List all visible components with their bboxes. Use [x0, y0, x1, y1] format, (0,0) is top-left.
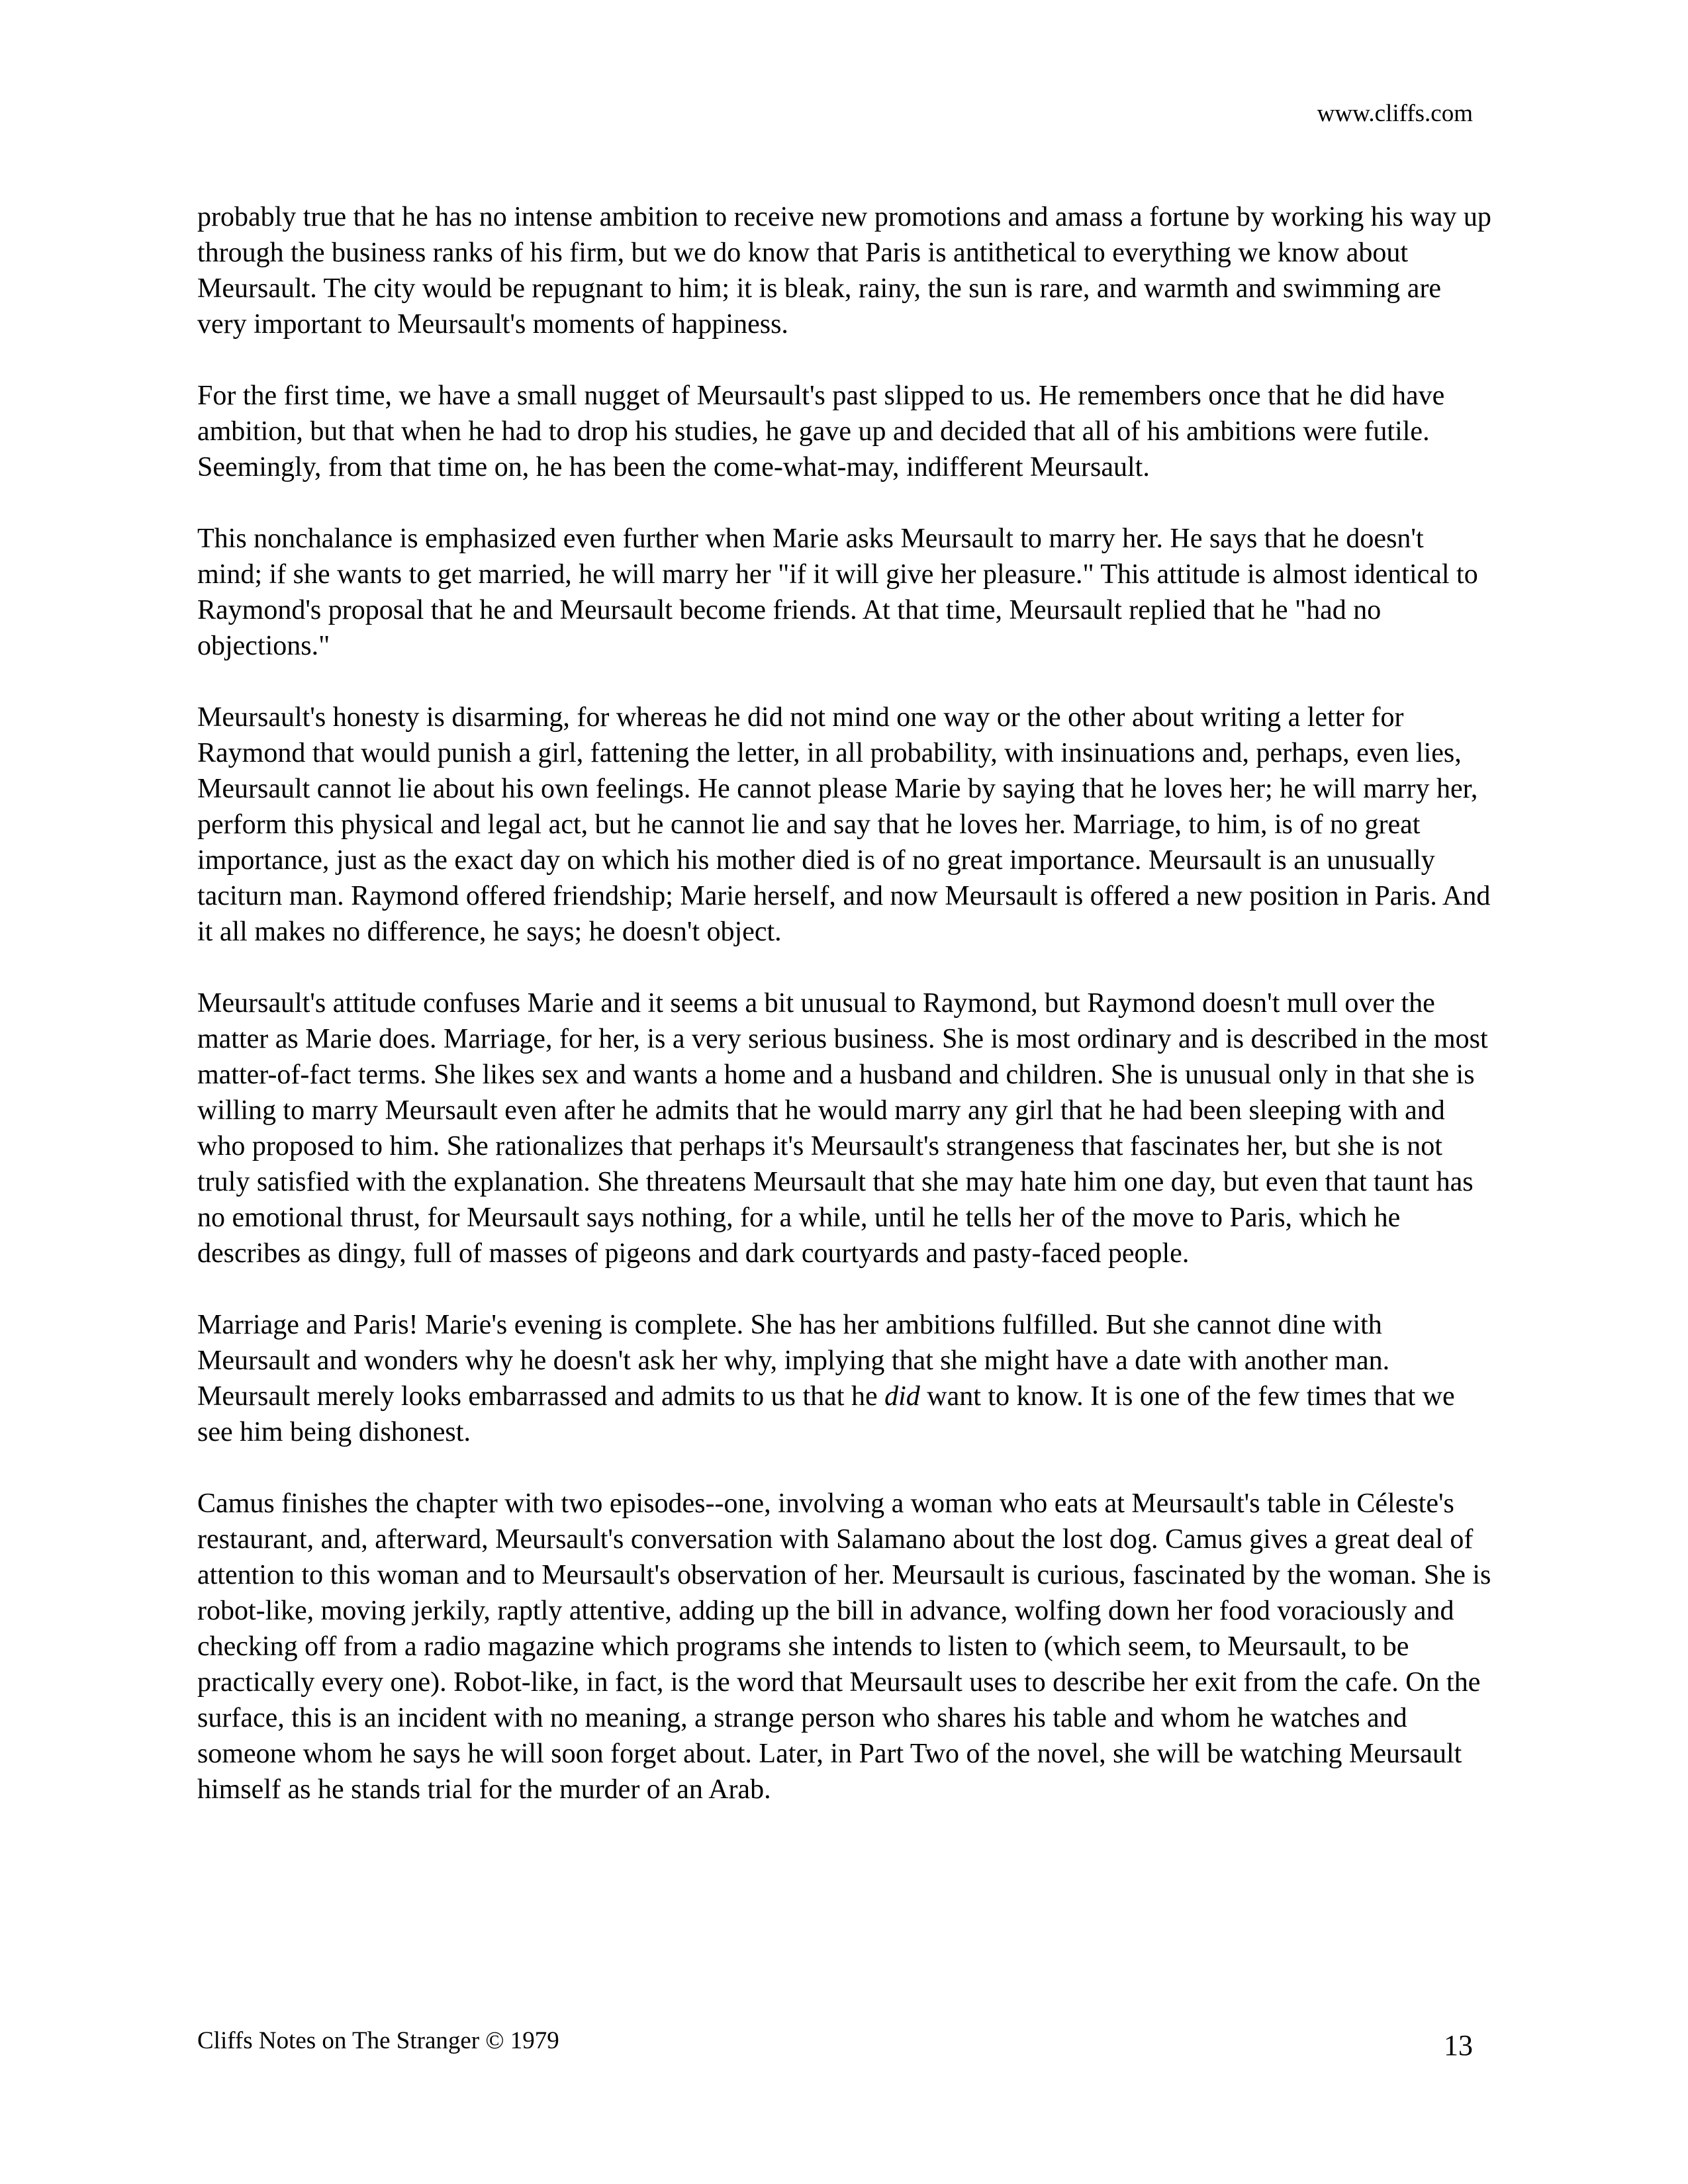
paragraph-6-after: want to know. It is one of the few times that we see him being dishonest. [197, 1381, 1455, 1447]
paragraph-7: Camus finishes the chapter with two episodes--one, involving a woman who eats at Meursault's table in Céleste's restaurant, and, afterward, Meursault's conversation with Salamano about the lost dog. Camus gives a great deal of attention to this woman and to Meursault's observation of her. Meursault is curious, fascinated by the woman. She is robot-like, moving jerkily, raptly attentive, adding up the bill in advance, wolfing down her food voraciously and checking off from a radio magazine which programs she intends to listen to (which seem, to Meursault, to be practically every one). Robot-like, in fact, is the word that Meursault uses to describe her exit from the cafe. On the surface, this is an incident with no meaning, a strange person who shares his table and whom he watches and someone whom he says he will soon forget about. Later, in Part Two of the novel, she will be watching Meursault himself as he stands trial for the murder of an Arab. [197, 1488, 1491, 1805]
paragraph-6-emphasis: did [884, 1381, 920, 1412]
paragraph-6 [197, 1307, 1491, 1450]
paragraph-5: Meursault's attitude confuses Marie and it seems a bit unusual to Raymond, but Raymond doesn't mull over the matter as Marie does. Marriage, for her, is a very serious business. She is most ordinary and is described in the most matter-of-fact terms. She likes sex and wants a home and a husband and children. She is unusual only in that she is willing to marry Meursault even after he admits that he would marry any girl that he had been sleeping with and who proposed to him. She rationalizes that perhaps it's Meursault's strangeness that fascinates her, but she is not truly satisfied with the explanation. She threatens Meursault that she may hate him one day, but even that taunt has no emotional thrust, for Meursault says nothing, for a while, until he tells her of the move to Paris, which he describes as dingy, full of masses of pigeons and dark courtyards and pasty-faced people. [197, 988, 1488, 1269]
paragraph-4: Meursault's honesty is disarming, for whereas he did not mind one way or the other about writing a letter for Raymond that would punish a girl, fattening the letter, in all probability, with insinuations and, perhaps, even lies, Meursault cannot lie about his own feelings. He cannot please Marie by saying that he loves her; he will marry her, perform this physical and legal act, but he cannot lie and say that he loves her. Marriage, to him, is of no great importance, just as the exact day on which his mother died is of no great importance. Meursault is an unusually taciturn man. Raymond offered friendship; Marie herself, and now Meursault is offered a new position in Paris. And it all makes no difference, he says; he doesn't object. [197, 702, 1491, 947]
footer-title: Cliffs Notes on The Stranger © 1979 [197, 2027, 559, 2054]
paragraph-6-before: Marriage and Paris! Marie's evening is complete. She has her ambitions fulfilled. But she cannot dine with Meursault and wonders why he doesn't ask her why, implying that she might have a date with another man. Meursault merely looks embarrassed and admits to us that he [197, 1310, 1390, 1412]
paragraph-3: This nonchalance is emphasized even further when Marie asks Meursault to marry her. He says that he doesn't mind; if she wants to get married, he will marry her "if it will give her pleasure." This attitude is almost identical to Raymond's proposal that he and Meursault become friends. At that time, Meursault replied that he "had no objections." [197, 523, 1478, 661]
body-text [197, 199, 1491, 1843]
header-url: www.cliffs.com [1317, 100, 1473, 127]
paragraph-2: For the first time, we have a small nugget of Meursault's past slipped to us. He remembers once that he did have ambition, but that when he had to drop his studies, he gave up and decided that all of his ambitions were futile. Seemingly, from that time on, he has been the come-what-may, indifferent Meursault. [197, 381, 1445, 482]
paragraph-1: probably true that he has no intense ambition to receive new promotions and amass a fortune by working his way up through the business ranks of his firm, but we do know that Paris is antithetical to everything we know about Meursault. The city would be repugnant to him; it is bleak, rainy, the sun is rare, and warmth and swimming are very important to Meursault's moments of happiness. [197, 202, 1491, 340]
page-number: 13 [1444, 2029, 1473, 2062]
